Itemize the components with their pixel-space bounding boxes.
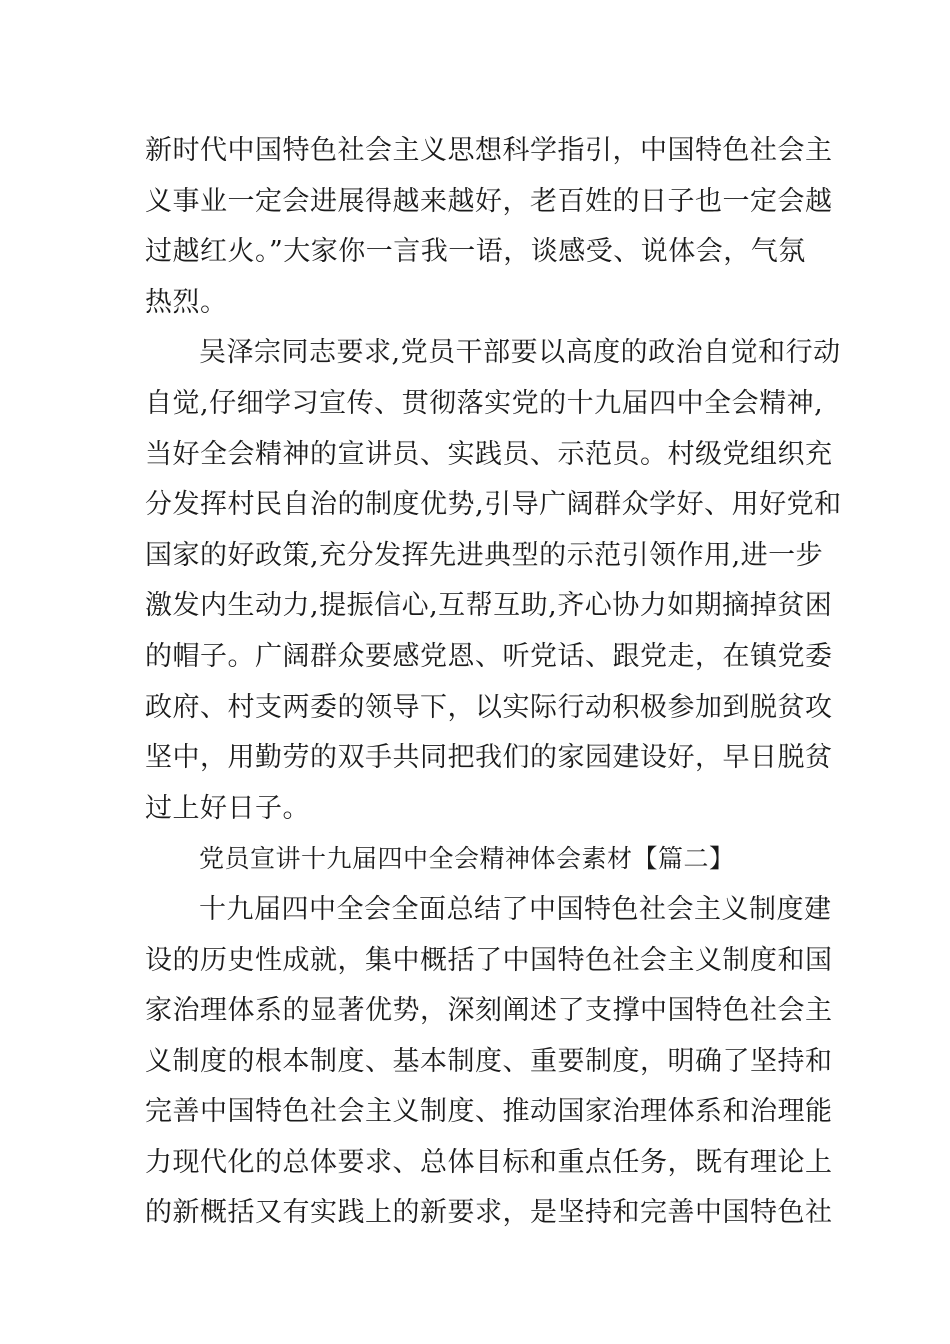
text-line: 的新概括又有实践上的新要求，是坚持和完善中国特色社 <box>145 1197 833 1229</box>
text-line: 热烈。 <box>145 286 228 318</box>
text-line: 分发挥村民自治的制度优势,引导广阔群众学好、用好党和 <box>145 489 842 521</box>
text-line: 坚中，用勤劳的双手共同把我们的家园建设好，早日脱贫 <box>145 742 833 774</box>
text-line: 完善中国特色社会主义制度、推动国家治理体系和治理能 <box>145 1096 833 1128</box>
text-line: 力现代化的总体要求、总体目标和重点任务，既有理论上 <box>145 1146 833 1178</box>
text-line: 自觉,仔细学习宣传、贯彻落实党的十九届四中全会精神, <box>145 387 824 419</box>
section-heading: 党员宣讲十九届四中全会精神体会素材【篇二】 <box>199 844 735 874</box>
text-line: 过越红火。”大家你一言我一语，谈感受、说体会，气氛 <box>145 236 806 268</box>
text-line: 吴泽宗同志要求,党员干部要以高度的政治自觉和行动 <box>199 337 841 369</box>
text-line: 设的历史性成就，集中概括了中国特色社会主义制度和国 <box>145 944 833 976</box>
text-line: 政府、村支两委的领导下，以实际行动积极参加到脱贫攻 <box>145 691 833 723</box>
text-line: 过上好日子。 <box>145 792 310 824</box>
text-line: 家治理体系的显著优势，深刻阐述了支撑中国特色社会主 <box>145 995 833 1027</box>
text-line: 十九届四中全会全面总结了中国特色社会主义制度建 <box>199 893 832 925</box>
text-line: 的帽子。广阔群众要感党恩、听党话、跟党走，在镇党委 <box>145 640 833 672</box>
text-line: 当好全会精神的宣讲员、实践员、示范员。村级党组织充 <box>145 438 833 470</box>
text-line: 新时代中国特色社会主义思想科学指引，中国特色社会主 <box>145 135 833 166</box>
document-body <box>145 126 842 1239</box>
text-line: 激发内生动力,提振信心,互帮互助,齐心协力如期摘掉贫困 <box>145 590 833 622</box>
text-line: 义制度的根本制度、基本制度、重要制度，明确了坚持和 <box>145 1045 833 1077</box>
text-line: 国家的好政策,充分发挥先进典型的示范引领作用,进一步 <box>145 539 824 571</box>
text-line: 义事业一定会进展得越来越好，老百姓的日子也一定会越 <box>145 185 833 217</box>
